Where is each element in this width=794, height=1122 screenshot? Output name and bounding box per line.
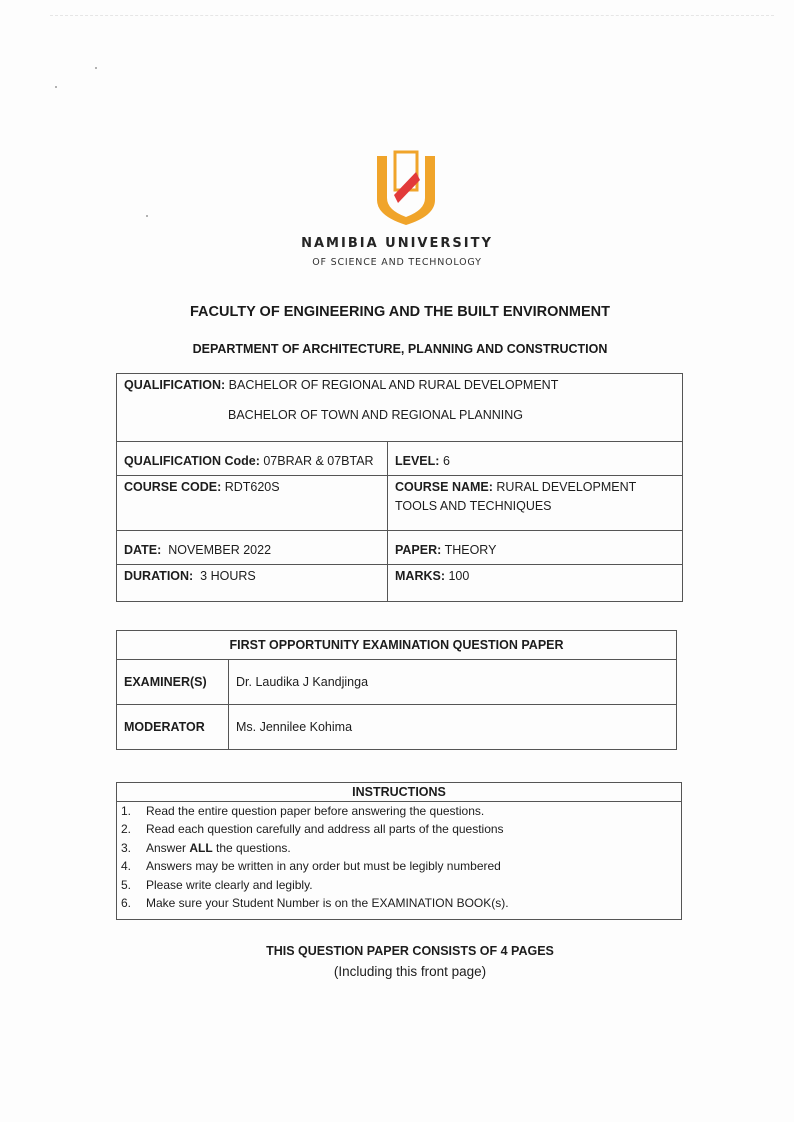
instruction-number: 1. xyxy=(121,804,132,818)
page-count-line: THIS QUESTION PAPER CONSISTS OF 4 PAGES xyxy=(266,944,554,958)
qualification-code-cell xyxy=(117,442,388,476)
instruction-item xyxy=(117,839,681,857)
instruction-item xyxy=(117,876,681,894)
instruction-number: 4. xyxy=(121,859,132,874)
university-shield-logo xyxy=(373,150,439,226)
date-cell xyxy=(117,531,388,565)
instruction-text-post: the questions. xyxy=(212,840,291,855)
instruction-item xyxy=(117,802,681,820)
course-code-label: COURSE CODE: xyxy=(124,480,222,494)
faculty-heading: FACULTY OF ENGINEERING AND THE BUILT ENVIRONMENT xyxy=(190,304,610,320)
moderator-value: Ms. Jennilee Kohima xyxy=(229,705,677,750)
marks-label: MARKS: xyxy=(395,569,445,583)
instruction-text: Please write clearly and legibly. xyxy=(146,877,313,892)
examiner-value: Dr. Laudika J Kandjinga xyxy=(229,660,677,705)
instruction-number: 3. xyxy=(121,840,132,855)
instruction-number: 2. xyxy=(121,822,132,837)
instructions-list xyxy=(117,802,681,912)
instructions-title: INSTRUCTIONS xyxy=(117,783,681,802)
level-value: 6 xyxy=(442,453,450,468)
instruction-item xyxy=(117,857,681,875)
course-name-cell xyxy=(388,476,683,531)
qualification-value-2: BACHELOR OF TOWN AND REGIONAL PLANNING xyxy=(228,408,523,422)
course-name-value-2: TOOLS AND TECHNIQUES xyxy=(395,499,552,513)
duration-label: DURATION: xyxy=(124,569,194,583)
course-details-table xyxy=(116,373,683,602)
instruction-number: 5. xyxy=(121,877,132,892)
scan-speck xyxy=(55,86,57,88)
page-count-note: (Including this front page) xyxy=(333,964,487,979)
instruction-item xyxy=(117,820,681,838)
qualification-code-value: 07BRAR & 07BTAR xyxy=(263,453,374,468)
instruction-text: Read each question carefully and address all parts of the questions xyxy=(146,822,504,837)
marks-cell xyxy=(388,565,683,602)
examiner-table xyxy=(116,630,677,750)
moderator-label: MODERATOR xyxy=(117,705,229,750)
qualification-cell xyxy=(117,374,683,442)
course-name-label: COURSE NAME: xyxy=(395,480,493,494)
paper-label: PAPER: xyxy=(395,542,442,557)
instruction-number: 6. xyxy=(121,895,132,910)
duration-value: 3 HOURS xyxy=(200,569,256,583)
department-heading: DEPARTMENT OF ARCHITECTURE, PLANNING AND CONSTRUCTION xyxy=(192,342,608,356)
instruction-item xyxy=(117,894,681,912)
paper-cell xyxy=(388,531,683,565)
paper-value: THEORY xyxy=(444,542,497,557)
instruction-text: Make sure your Student Number is on the EXAMINATION BOOK(s). xyxy=(146,895,509,910)
exam-paper-title: FIRST OPPORTUNITY EXAMINATION QUESTION PAPER xyxy=(117,631,677,660)
instruction-text-pre: Answer xyxy=(146,840,190,855)
examiner-label: EXAMINER(S) xyxy=(117,660,229,705)
instruction-text: Read the entire question paper before answering the questions. xyxy=(146,804,485,818)
scan-speck xyxy=(95,67,97,69)
qualification-code-label: QUALIFICATION Code: xyxy=(124,453,260,468)
course-code-value: RDT620S xyxy=(224,480,280,494)
date-label: DATE: xyxy=(124,542,162,557)
instructions-box xyxy=(116,782,682,920)
scan-speck xyxy=(146,215,148,217)
course-code-cell xyxy=(117,476,388,531)
scan-top-edge xyxy=(50,15,774,16)
course-name-value: RURAL DEVELOPMENT xyxy=(496,480,637,494)
university-subtitle: OF SCIENCE AND TECHNOLOGY xyxy=(312,257,482,268)
qualification-label: QUALIFICATION: xyxy=(124,378,226,392)
duration-cell xyxy=(117,565,388,602)
date-value: NOVEMBER 2022 xyxy=(168,542,272,557)
marks-value: 100 xyxy=(448,569,470,583)
instruction-text: Answers may be written in any order but must be legibly numbered xyxy=(146,859,501,874)
qualification-value: BACHELOR OF REGIONAL AND RURAL DEVELOPMENT xyxy=(228,378,559,392)
instruction-text-emphasis: ALL xyxy=(189,840,213,855)
level-label: LEVEL: xyxy=(395,453,440,468)
university-name: NAMIBIA UNIVERSITY xyxy=(301,236,493,251)
level-cell xyxy=(388,442,683,476)
